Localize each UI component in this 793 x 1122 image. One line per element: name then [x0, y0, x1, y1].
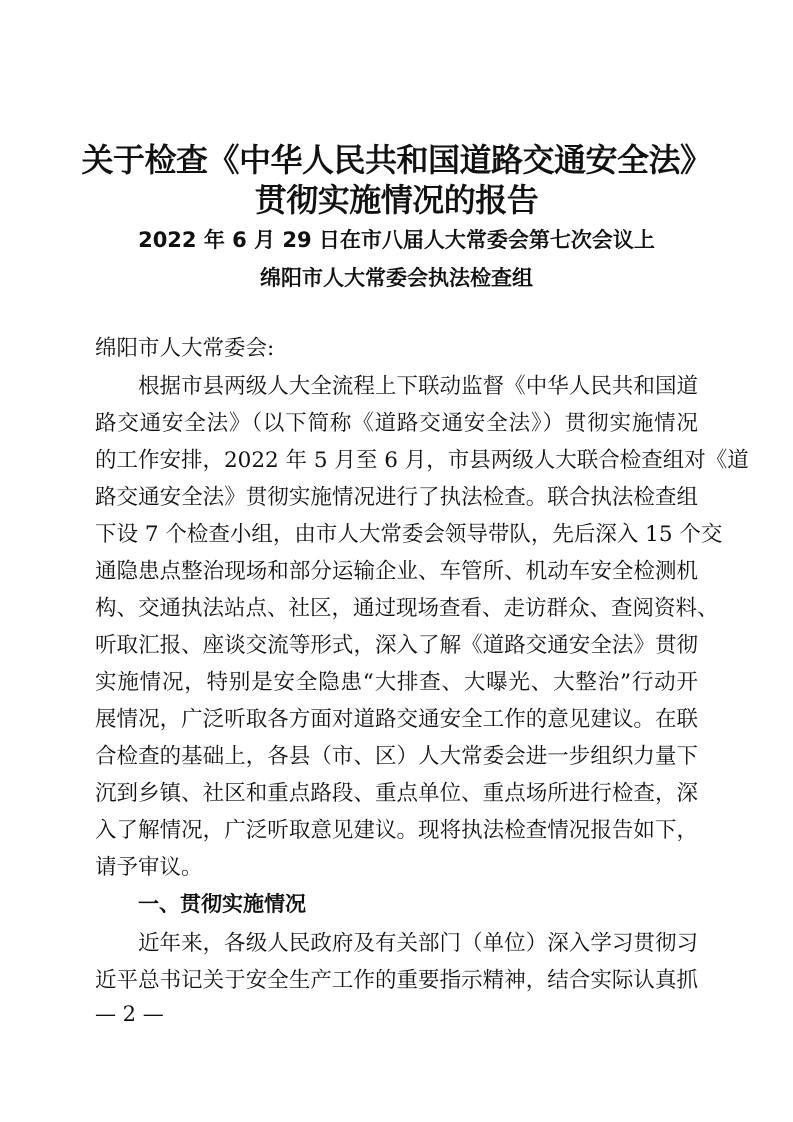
- salutation: 绵阳市人大常委会:: [95, 336, 275, 361]
- paragraph-1-line: 路交通安全法》贯彻实施情况进行了执法检查。联合执法检查组: [95, 485, 698, 510]
- paragraph-1-line: 通隐患点整治现场和部分运输企业、车管所、机动车安全检测机: [95, 559, 698, 584]
- paragraph-1-line: 展情况，广泛听取各方面对道路交通安全工作的意见建议。在联: [95, 707, 698, 732]
- paragraph-1-line: 请予审议。: [95, 855, 203, 880]
- paragraph-1-line: 构、交通执法站点、社区，通过现场查看、走访群众、查阅资料、: [95, 596, 719, 621]
- paragraph-1-line: 实施情况，特别是安全隐患“大排查、大曝光、大整治”行动开: [95, 670, 698, 695]
- paragraph-1-line: 合检查的基础上，各县（市、区）人大常委会进一步组织力量下: [95, 744, 698, 769]
- paragraph-1-line: 听取汇报、座谈交流等形式，深入了解《道路交通安全法》贯彻: [95, 633, 698, 658]
- paragraph-1-line: 入了解情况，广泛听取意见建议。现将执法检查情况报告如下，: [95, 818, 698, 843]
- paragraph-1-line: 下设 7 个检查小组，由市人大常委会领导带队，先后深入 15 个交: [95, 522, 723, 547]
- paragraph-1-line: 沉到乡镇、社区和重点路段、重点单位、重点场所进行检查，深: [95, 781, 698, 806]
- paragraph-2-line: 近年来，各级人民政府及有关部门（单位）深入学习贯彻习: [138, 931, 698, 956]
- document-title-line-1: 关于检查《中华人民共和国道路交通安全法》: [81, 141, 712, 179]
- paragraph-2-line: 近平总书记关于安全生产工作的重要指示精神，结合实际认真抓: [95, 968, 698, 993]
- paragraph-1-line: 根据市县两级人大全流程上下联动监督《中华人民共和国道: [138, 374, 698, 399]
- section-1-heading: 一、贯彻实施情况: [138, 892, 306, 916]
- paragraph-1-line: 的工作安排，2022 年 5 月至 6 月，市县两级人大联合检查组对《道: [95, 448, 749, 473]
- document-subtitle-issuer: 绵阳市人大常委会执法检查组: [260, 266, 533, 290]
- document-subtitle-date: 2022 年 6 月 29 日在市八届人大常委会第七次会议上: [138, 228, 655, 252]
- page-number: — 2 —: [95, 1002, 164, 1026]
- paragraph-1-line: 路交通安全法》（以下简称《道路交通安全法》）贯彻实施情况: [95, 411, 698, 436]
- document-title-line-2: 贯彻实施情况的报告: [254, 181, 539, 219]
